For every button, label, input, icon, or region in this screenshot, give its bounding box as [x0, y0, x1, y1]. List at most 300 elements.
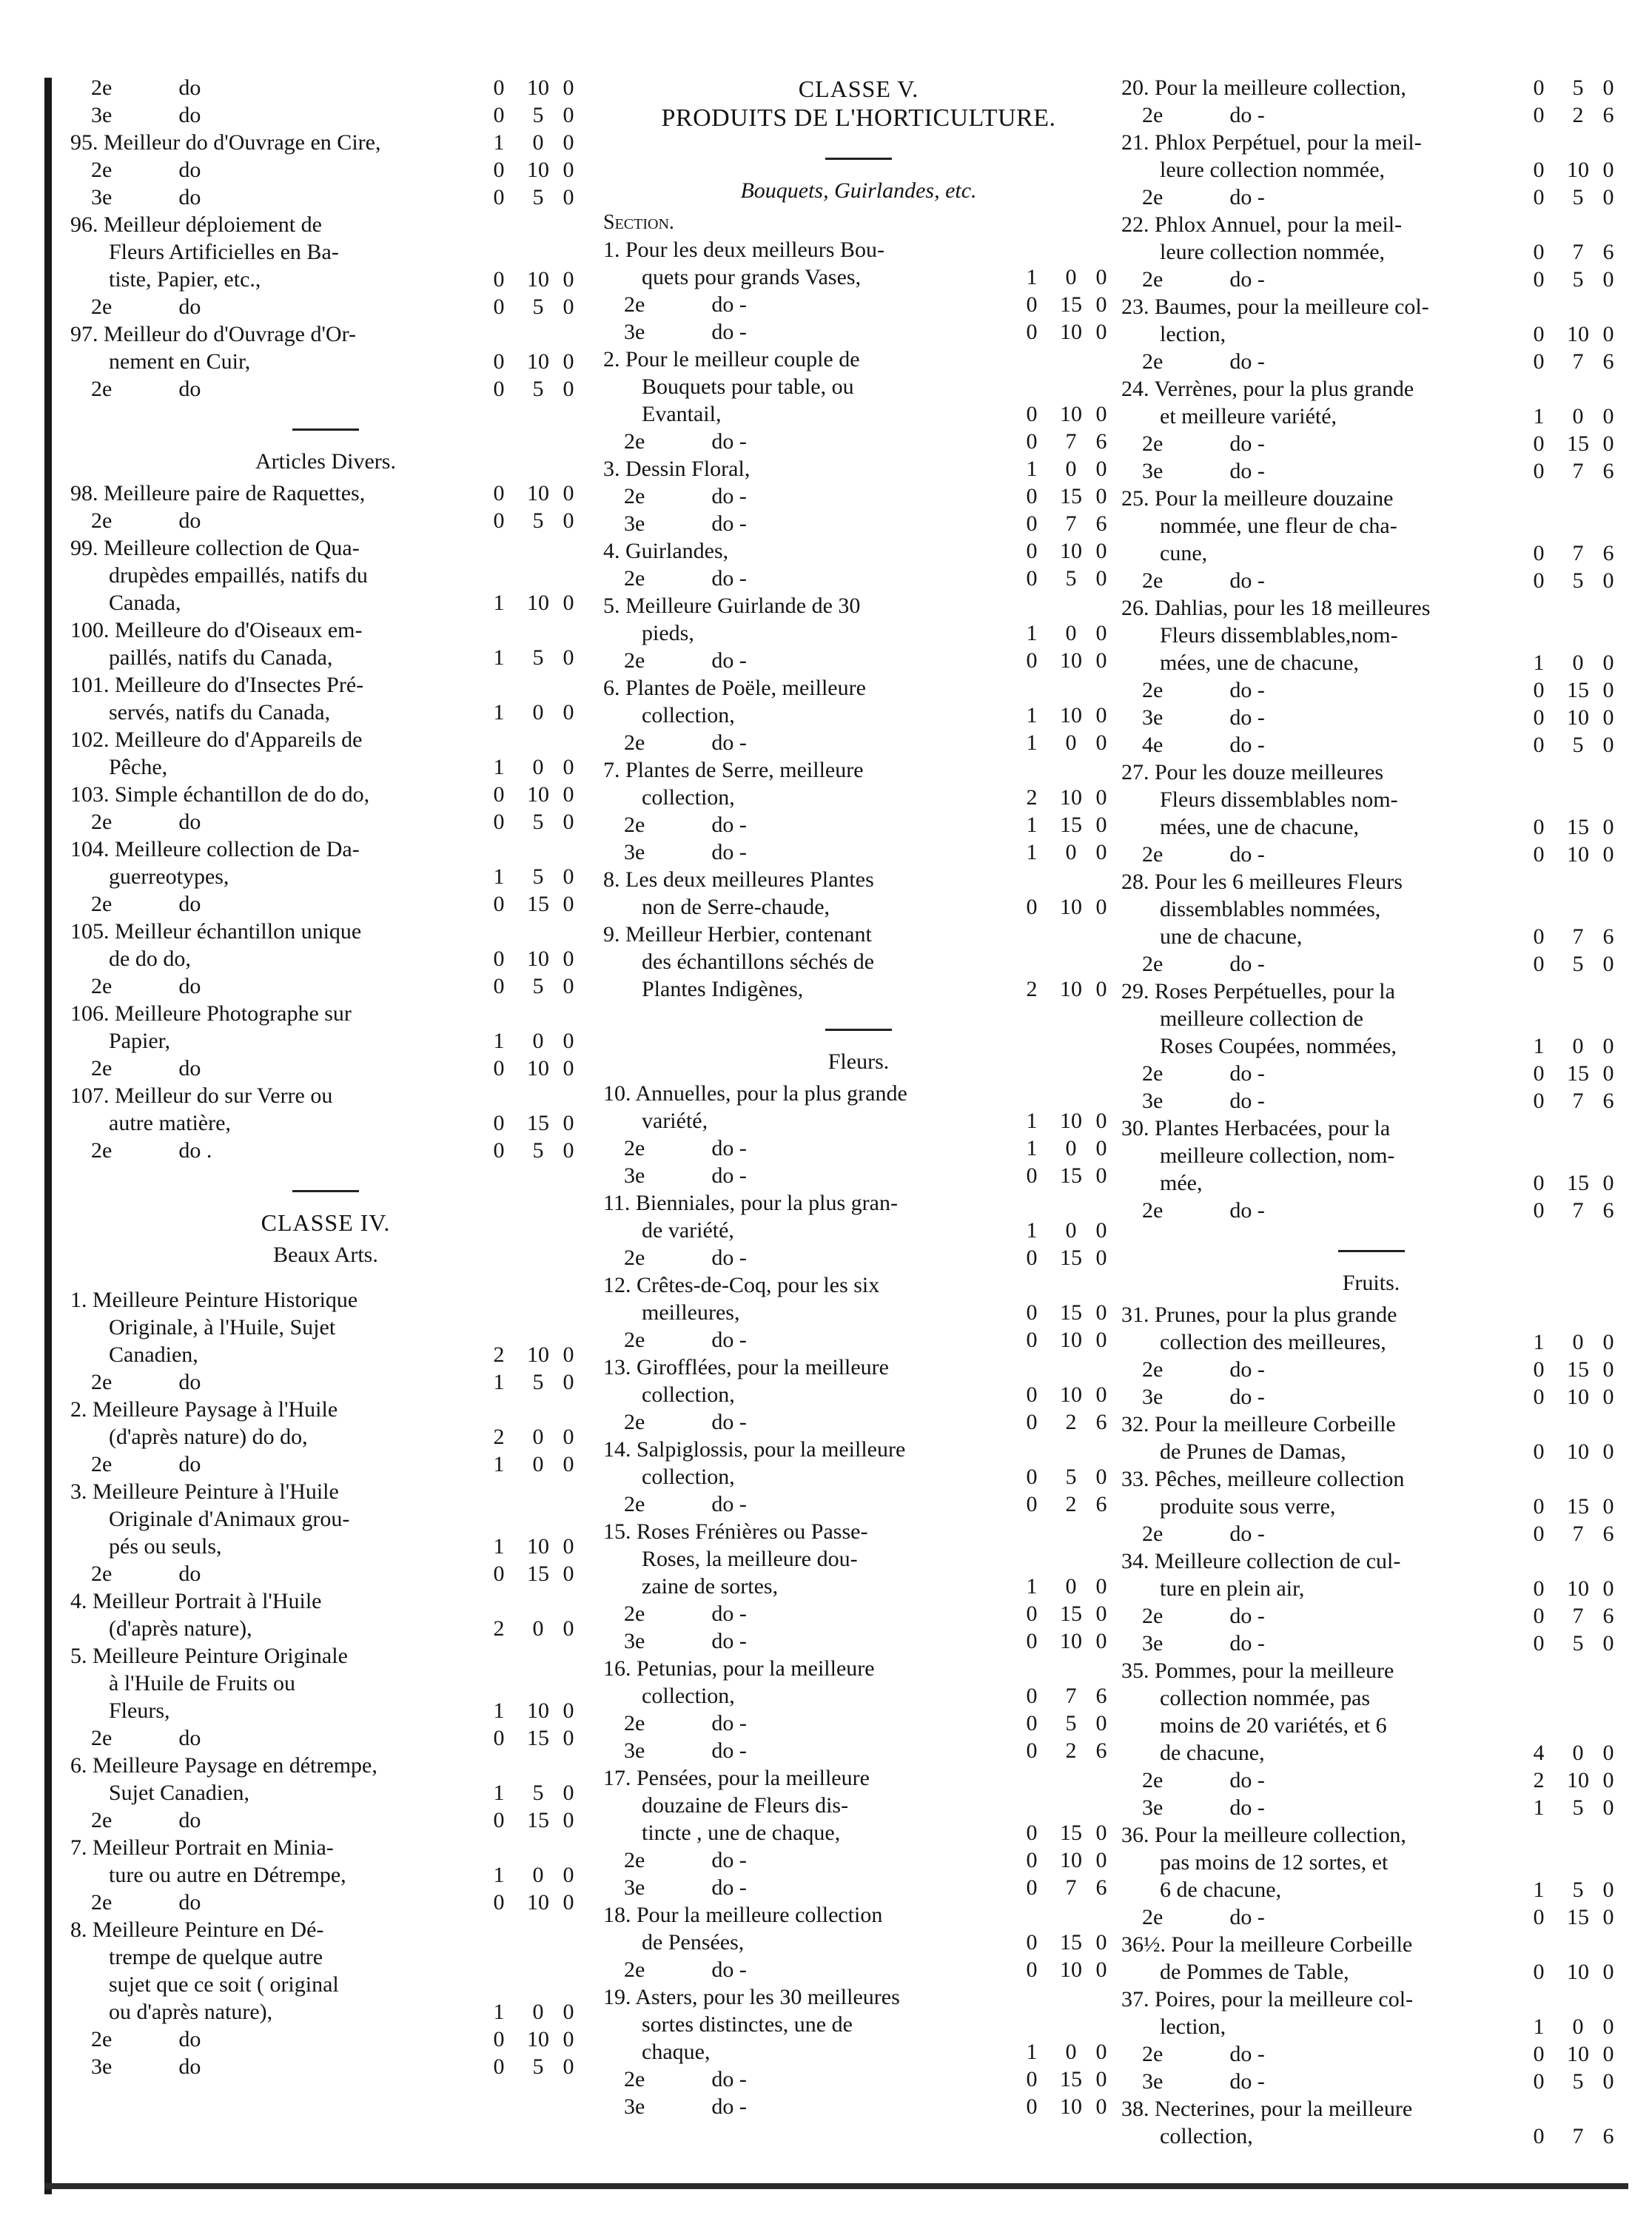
entry-text: douzaine de Fleurs dis-	[642, 1793, 849, 1818]
entry-label	[1121, 2095, 1621, 2123]
entry-text: 3e	[624, 840, 645, 864]
pounds-value: 0	[1533, 1061, 1545, 1086]
prize-entry-continued	[70, 1027, 581, 1055]
shillings-value: 10	[1060, 977, 1082, 1001]
entry-text: non de Serre-chaude,	[642, 895, 830, 919]
shillings-value: 15	[1567, 431, 1589, 456]
pence-value: 0	[563, 1138, 574, 1163]
shillings-value: 5	[1065, 1711, 1077, 1735]
ditto-mark: do -	[711, 1492, 747, 1516]
entry-text: pés ou seuls,	[109, 1534, 222, 1559]
entry-label	[603, 537, 1010, 565]
prize-entry	[1121, 1821, 1621, 1849]
shillings-value: 0	[1065, 2040, 1077, 2064]
pounds-value: 0	[1026, 511, 1038, 536]
prize-entry-continued	[70, 1615, 581, 1642]
prize-sub-entry	[603, 318, 1114, 346]
pence-value: 0	[1095, 2094, 1107, 2119]
prize-sub-entry	[1121, 731, 1621, 759]
prize-entry-continued	[1121, 1739, 1621, 1767]
column-middle	[603, 74, 1114, 2120]
pounds-value: 0	[1026, 402, 1038, 426]
shillings-value: 0	[532, 1616, 544, 1641]
pounds-value: 0	[1533, 1905, 1545, 1929]
prize-entry-continued	[603, 702, 1114, 729]
entry-label	[70, 1587, 581, 1615]
prize-sub-entry	[70, 972, 581, 1000]
prize-entry-continued	[70, 1998, 581, 2026]
shillings-value: 0	[532, 2000, 544, 2024]
entry-text: Papier,	[109, 1029, 170, 1053]
entry-text: 2e	[624, 1492, 645, 1516]
ditto-mark: do -	[1229, 431, 1265, 456]
prize-entry	[70, 1478, 581, 1505]
entry-text: 36½. Pour la meilleure Corbeille	[1121, 1932, 1413, 1957]
prize-entry	[70, 918, 581, 945]
entry-text: 5. Meilleure Peinture Originale	[70, 1644, 348, 1668]
entry-text: 2e	[1142, 2042, 1164, 2066]
shillings-value: 10	[527, 1342, 549, 1367]
pounds-value: 0	[1533, 322, 1545, 346]
shillings-value: 2	[1572, 103, 1584, 127]
pence-value: 0	[1095, 813, 1107, 837]
entry-text: 10. Annuelles, pour la plus grande	[603, 1081, 907, 1106]
pence-value: 0	[1095, 1711, 1107, 1735]
entry-label	[642, 702, 1010, 729]
entry-label	[91, 972, 477, 1000]
ditto-mark: do -	[711, 429, 747, 454]
pounds-value: 1	[1533, 1034, 1545, 1058]
ditto-mark: do -	[1229, 1768, 1265, 1792]
entry-text: Fleurs Artificielles en Ba-	[109, 240, 339, 264]
entry-label	[109, 562, 581, 589]
prize-entry-continued	[1121, 813, 1621, 841]
pounds-value: 0	[1026, 1246, 1038, 1270]
entry-text: 3e	[91, 103, 113, 127]
entry-label	[1160, 540, 1517, 567]
entry-label	[1142, 101, 1517, 129]
prize-sub-entry	[1121, 457, 1621, 485]
shillings-value: 0	[1572, 1741, 1584, 1765]
prize-entry	[603, 537, 1114, 565]
entry-label	[624, 1135, 1010, 1162]
shillings-value: 5	[1572, 75, 1584, 100]
prize-entry-continued	[603, 1929, 1114, 1956]
entry-text: 2e	[1142, 952, 1164, 976]
entry-label	[642, 975, 1010, 1003]
entry-text: 22. Phlox Annuel, pour la meil-	[1121, 212, 1403, 237]
shillings-value: 7	[1065, 511, 1077, 536]
pence-value: 0	[563, 1863, 574, 1887]
entry-label	[1160, 1032, 1517, 1060]
entry-label	[1142, 731, 1517, 759]
pence-value: 0	[563, 377, 574, 401]
pounds-value: 0	[1026, 1738, 1038, 1763]
entry-text: 3e	[91, 185, 113, 209]
entry-text: 21. Phlox Perpétuel, pour la meil-	[1121, 130, 1422, 155]
pounds-value: 0	[1533, 705, 1545, 730]
pence-value: 0	[1602, 404, 1614, 428]
entry-text: collection nommée, pas	[1160, 1686, 1371, 1710]
pence-value: 0	[1602, 322, 1614, 346]
pence-value: 6	[1602, 1089, 1614, 1113]
prize-entry	[1121, 1411, 1621, 1438]
entry-label	[603, 1655, 1114, 1682]
prize-entry	[603, 1354, 1114, 1381]
ditto-mark: do	[178, 1726, 201, 1750]
pence-value: 6	[1602, 103, 1614, 127]
entry-label	[1121, 1301, 1621, 1328]
shillings-value: 5	[1065, 1465, 1077, 1489]
entry-label	[642, 1107, 1010, 1135]
pounds-value: 0	[1533, 1960, 1545, 1984]
pence-value: 0	[563, 267, 574, 292]
prize-sub-entry	[1121, 704, 1621, 731]
entry-label	[109, 238, 581, 266]
entry-text: 2e	[1142, 1905, 1164, 1929]
column-left	[70, 74, 581, 2080]
section-heading: Beaux Arts.	[273, 1243, 378, 1267]
prize-entry	[1121, 1301, 1621, 1328]
entry-text: 4. Guirlandes,	[603, 539, 729, 563]
pounds-value: 0	[1533, 1522, 1545, 1546]
entry-text: 101. Meilleure do d'Insectes Pré-	[70, 673, 364, 697]
entry-label	[109, 753, 477, 781]
pence-value: 0	[1095, 1136, 1107, 1160]
entry-label	[91, 507, 477, 534]
pence-value: 0	[1602, 651, 1614, 675]
entry-label	[1160, 320, 1517, 348]
entry-label	[642, 1682, 1010, 1710]
entry-text: 3e	[1142, 2069, 1164, 2094]
pounds-value: 0	[493, 974, 505, 998]
entry-text: 2e	[624, 566, 645, 591]
entry-label	[1160, 622, 1621, 649]
shillings-value: 10	[527, 2027, 549, 2051]
shillings-value: 5	[1572, 267, 1584, 292]
prize-entry-continued	[603, 1682, 1114, 1710]
ditto-mark: do -	[711, 730, 747, 755]
entry-label	[109, 1615, 477, 1642]
shillings-value: 15	[1567, 815, 1589, 839]
pence-value: 6	[1602, 2124, 1614, 2148]
entry-label	[1142, 567, 1517, 594]
ditto-mark: do -	[1229, 1522, 1265, 1546]
entry-label	[1142, 1794, 1517, 1821]
pounds-value: 0	[1533, 1576, 1545, 1601]
entry-label	[109, 1533, 477, 1560]
shillings-value: 0	[532, 755, 544, 779]
entry-text: 2e	[91, 377, 113, 401]
pounds-value: 1	[493, 700, 505, 725]
pounds-value: 2	[493, 1425, 505, 1449]
prize-sub-entry	[1121, 567, 1621, 594]
entry-label	[1160, 1575, 1517, 1602]
entry-text: une de chacune,	[1160, 924, 1303, 949]
entry-label	[1121, 868, 1621, 895]
entry-text: dissemblables nommées,	[1160, 897, 1381, 921]
pounds-value: 1	[1533, 404, 1545, 428]
prize-sub-entry	[70, 156, 581, 184]
entry-text: Originale d'Animaux grou-	[109, 1507, 350, 1531]
entry-label	[1121, 1986, 1621, 2013]
prize-entry-continued	[1121, 1142, 1621, 1169]
entry-text: 2e	[624, 813, 645, 837]
entry-label	[109, 1861, 477, 1889]
prize-entry-continued	[603, 400, 1114, 428]
entry-text: 3e	[1142, 1795, 1164, 1820]
prize-sub-entry	[70, 1055, 581, 1082]
prize-entry	[1121, 211, 1621, 238]
pounds-value: 0	[1026, 1848, 1038, 1872]
ditto-mark: do	[178, 185, 201, 209]
entry-text: Roses Coupées, nommées,	[1160, 1034, 1397, 1058]
entry-text: 2e	[1142, 103, 1164, 127]
entry-text: 14. Salpiglossis, pour la meilleure	[603, 1437, 906, 1462]
prize-entry-continued	[1121, 1005, 1621, 1032]
prize-entry	[70, 211, 581, 238]
ditto-mark: do -	[711, 648, 747, 673]
entry-text: 3e	[1142, 1385, 1164, 1409]
prize-entry-continued	[70, 1341, 581, 1368]
prize-sub-entry	[603, 729, 1114, 756]
pounds-value: 1	[493, 1452, 505, 1476]
spacer	[70, 1273, 581, 1286]
shillings-value: 10	[527, 1056, 549, 1080]
pence-value: 0	[1095, 566, 1107, 591]
pence-value: 0	[563, 1616, 574, 1641]
entry-text: 2e	[91, 1562, 113, 1586]
entry-text: Roses, la meilleure dou-	[642, 1547, 858, 1571]
entry-label	[91, 890, 477, 918]
pounds-value: 0	[493, 1562, 505, 1586]
pounds-value: 0	[1533, 103, 1545, 127]
entry-label	[624, 1162, 1010, 1189]
entry-text: 33. Pêches, meilleure collection	[1121, 1467, 1405, 1491]
prize-sub-entry	[70, 1368, 581, 1396]
entry-text: 102. Meilleure do d'Appareils de	[70, 727, 363, 752]
pounds-value: 1	[493, 1698, 505, 1723]
entry-label	[1142, 1767, 1517, 1794]
entry-label	[1121, 1411, 1621, 1438]
entry-text: 2e	[1142, 349, 1164, 374]
entry-label	[91, 1724, 477, 1752]
entry-text: pieds,	[642, 621, 694, 645]
pence-value: 6	[1602, 541, 1614, 565]
entry-label	[109, 945, 477, 972]
pounds-value: 2	[1026, 785, 1038, 810]
entry-label	[1142, 1087, 1517, 1115]
prize-sub-entry	[603, 2093, 1114, 2120]
pence-value: 0	[1095, 320, 1107, 344]
prize-entry	[1121, 1115, 1621, 1142]
entry-text: 107. Meilleur do sur Verre ou	[70, 1083, 333, 1108]
pounds-value: 1	[493, 591, 505, 615]
shillings-value: 7	[1572, 924, 1584, 949]
entry-text: 2e	[91, 158, 113, 182]
entry-text: 2e	[1142, 1768, 1164, 1792]
entry-text: 3e	[1142, 1089, 1164, 1113]
entry-text: Pêche,	[109, 755, 168, 779]
pence-value: 0	[563, 2000, 574, 2024]
prize-sub-entry	[70, 890, 581, 918]
entry-label	[1121, 1547, 1621, 1575]
pounds-value: 1	[493, 2000, 505, 2024]
shillings-value: 10	[1060, 402, 1082, 426]
prize-entry-continued	[70, 1670, 581, 1697]
entry-text: 2e	[91, 1056, 113, 1080]
shillings-value: 10	[1567, 705, 1589, 730]
entry-text: 26. Dahlias, pour les 18 meilleures	[1121, 596, 1431, 620]
entry-text: quets pour grands Vases,	[642, 265, 862, 289]
prize-sub-entry	[1121, 2068, 1621, 2095]
entry-label	[624, 1408, 1010, 1436]
entry-label	[1121, 1821, 1621, 1849]
ditto-mark: do -	[1229, 733, 1265, 757]
entry-text: 31. Prunes, pour la plus grande	[1121, 1303, 1397, 1327]
shillings-value: 5	[532, 864, 544, 889]
pounds-value: 0	[1533, 541, 1545, 565]
pounds-value: 1	[493, 755, 505, 779]
entry-label	[603, 1983, 1114, 2011]
prize-entry	[70, 781, 581, 808]
pounds-value: 0	[1533, 75, 1545, 100]
shillings-value: 10	[1060, 1848, 1082, 1872]
pounds-value: 1	[1026, 813, 1038, 837]
column-right	[1121, 74, 1621, 2150]
ditto-mark: do -	[711, 511, 747, 536]
ditto-mark: do .	[178, 1138, 212, 1163]
prize-entry	[70, 480, 581, 507]
prize-sub-entry	[70, 1724, 581, 1752]
entry-label	[1160, 1328, 1517, 1356]
pounds-value: 0	[493, 1138, 505, 1163]
entry-label	[624, 1600, 1010, 1627]
prize-sub-entry	[1121, 266, 1621, 293]
entry-label	[1121, 74, 1517, 101]
shillings-value: 15	[1060, 1246, 1082, 1270]
entry-text: de do do,	[109, 947, 191, 971]
entry-text: drupèdes empaillés, natifs du	[109, 563, 368, 588]
entry-label	[1160, 2013, 1517, 2040]
entry-text: 4e	[1142, 733, 1164, 757]
pounds-value: 0	[1026, 539, 1038, 563]
pence-value: 0	[1602, 1631, 1614, 1656]
pence-value: 0	[1095, 1109, 1107, 1133]
entry-label	[109, 1109, 477, 1137]
pence-value: 0	[563, 295, 574, 319]
entry-text: 6 de chacune,	[1160, 1878, 1282, 1902]
entry-text: 19. Asters, pour les 30 meilleures	[603, 1985, 900, 2009]
entry-text: 24. Verrènes, pour la plus grande	[1121, 377, 1414, 401]
entry-text: 2e	[1142, 1061, 1164, 1086]
prize-entry-continued	[1121, 923, 1621, 950]
entry-text: 2e	[91, 974, 113, 998]
entry-text: 11. Bienniales, pour la plus gran-	[603, 1191, 898, 1215]
entry-text: Fleurs dissemblables nom-	[1160, 787, 1398, 812]
entry-label	[91, 293, 477, 320]
pounds-value: 1	[1026, 621, 1038, 645]
entry-label	[624, 1710, 1010, 1737]
entry-label	[642, 2011, 1114, 2038]
pence-value: 0	[1095, 621, 1107, 645]
shillings-value: 7	[1572, 1089, 1584, 1113]
entry-label	[70, 1916, 581, 1943]
pence-value: 0	[563, 508, 574, 533]
pence-value: 6	[1095, 1410, 1107, 1434]
prize-entry	[1121, 485, 1621, 512]
prize-sub-entry	[70, 1560, 581, 1587]
ditto-mark: do -	[711, 1602, 747, 1626]
entry-label	[91, 1451, 477, 1478]
prize-entry	[70, 1286, 581, 1314]
shillings-value: 15	[1567, 678, 1589, 702]
entry-label	[70, 836, 581, 863]
prize-entry-continued	[603, 975, 1114, 1003]
prize-entry-continued	[603, 263, 1114, 291]
prize-sub-entry	[1121, 1794, 1621, 1821]
shillings-value: 0	[532, 130, 544, 155]
prize-entry-continued	[603, 1819, 1114, 1846]
pence-value: 0	[1095, 484, 1107, 508]
entry-label	[1142, 1060, 1517, 1087]
entry-label	[642, 893, 1010, 921]
prize-entry-continued	[603, 893, 1114, 921]
shillings-value: 15	[1060, 813, 1082, 837]
pence-value: 0	[1602, 1034, 1614, 1058]
pounds-value: 0	[493, 508, 505, 533]
pounds-value: 0	[493, 810, 505, 834]
entry-text: nommée, une fleur de cha-	[1160, 514, 1397, 538]
pence-value: 0	[1602, 185, 1614, 209]
shillings-value: 10	[1060, 1957, 1082, 1982]
entry-text: 34. Meilleure collection de cul-	[1121, 1549, 1401, 1573]
entry-text: sujet que ce soit ( original	[109, 1972, 339, 1997]
pence-value: 0	[1095, 1629, 1107, 1653]
pence-value: 0	[1602, 2069, 1614, 2094]
shillings-value: 5	[532, 185, 544, 209]
entry-text: 98. Meilleure paire de Raquettes,	[70, 481, 366, 505]
prize-entry-continued	[70, 1861, 581, 1889]
shillings-value: 7	[1572, 240, 1584, 264]
entry-text: 2e	[624, 1957, 645, 1982]
pence-value: 0	[563, 1056, 574, 1080]
ditto-mark: do -	[711, 1246, 747, 1270]
entry-text: 16. Petunias, pour la meilleure	[603, 1656, 875, 1681]
entry-text: 15. Roses Frénières ou Passe-	[603, 1519, 868, 1544]
prize-sub-entry	[603, 1244, 1114, 1271]
entry-text: 3e	[624, 1163, 645, 1188]
entry-label	[1160, 2123, 1517, 2150]
shillings-value: 10	[1567, 1768, 1589, 1792]
entry-text: pas moins de 12 sortes, et	[1160, 1850, 1389, 1875]
entry-label	[624, 565, 1010, 592]
prize-entry	[603, 1764, 1114, 1792]
prize-entry-continued	[1121, 1169, 1621, 1197]
entry-text: et meilleure variété,	[1160, 404, 1337, 428]
entry-label	[91, 156, 477, 184]
shillings-value: 5	[532, 377, 544, 401]
prize-entry-continued	[603, 619, 1114, 647]
entry-label	[1160, 649, 1517, 676]
shillings-value: 10	[1060, 539, 1082, 563]
pence-value: 0	[1602, 678, 1614, 702]
entry-text: lection,	[1160, 322, 1226, 346]
shillings-value: 2	[1065, 1410, 1077, 1434]
entry-text: chaque,	[642, 2040, 711, 2064]
entry-text: 37. Poires, pour la meilleure col-	[1121, 1987, 1414, 2011]
entry-label	[109, 1423, 477, 1451]
